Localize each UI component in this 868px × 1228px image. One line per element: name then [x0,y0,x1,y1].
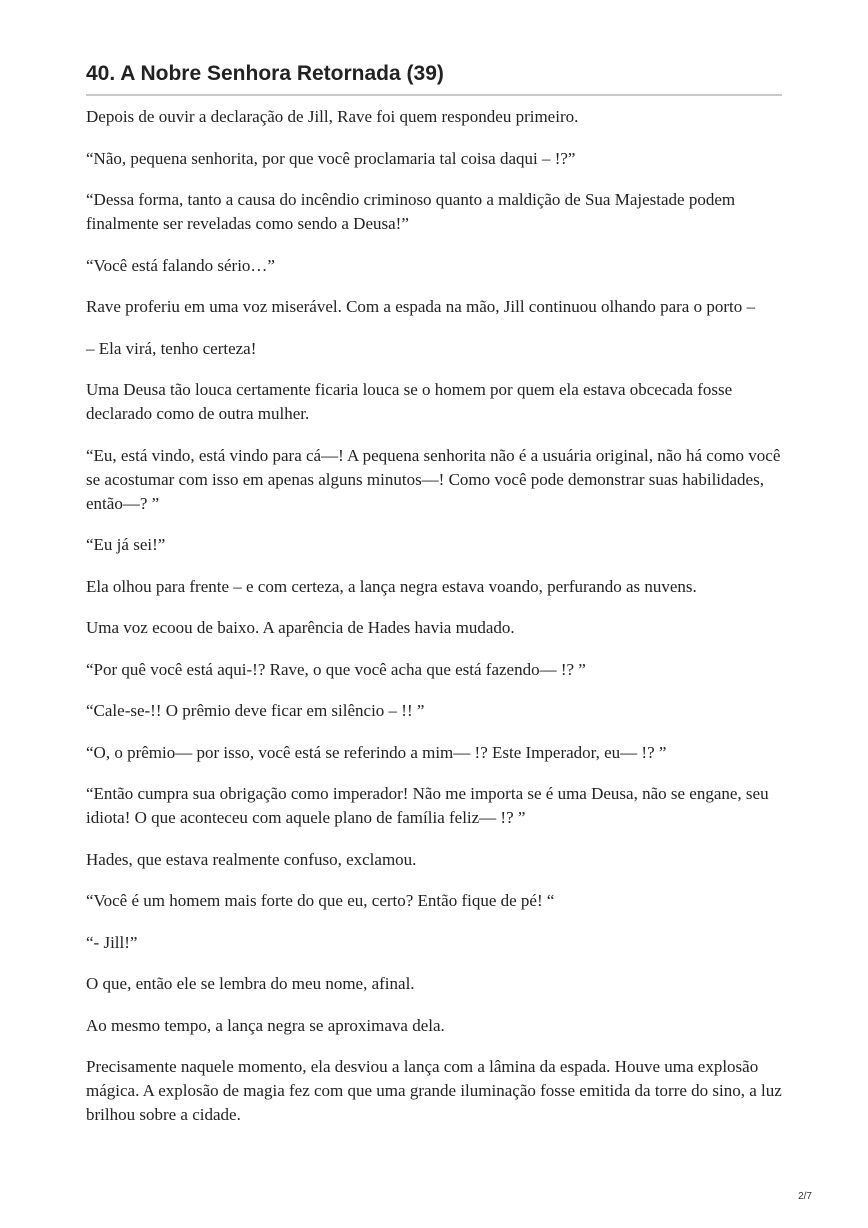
paragraph: Uma Deusa tão louca certamente ficaria louca se o homem por quem ela estava obcecada fosse declarado como de outra mulher. [86,380,733,423]
paragraph: Depois de ouvir a declaração de Jill, Rave foi quem respondeu primeiro. [86,107,579,126]
paragraph: Hades, que estava realmente confuso, exclamou. [86,849,417,869]
paragraph: “Dessa forma, tanto a causa do incêndio criminoso quanto a maldição de Sua Majestade podem finalmente ser reveladas como sendo a Deusa!” [86,190,736,233]
document-page [86,60,782,1145]
paragraph: “Você está falando sério…” [86,255,275,275]
paragraph: “- Jill!” [86,932,138,952]
paragraph: “Não, pequena senhorita, por que você proclamaria tal coisa daqui – !?” [86,148,576,168]
paragraph: “Por quê você está aqui-!? Rave, o que você acha que está fazendo— !? ” [86,659,586,679]
chapter-title: 40. A Nobre Senhora Retornada (39) [86,60,782,96]
paragraph: “Então cumpra sua obrigação como imperador! Não me importa se é uma Deusa, não se engane, seu idiota! O que aconteceu com aquele plano de família feliz— !? ” [86,784,769,827]
paragraph: “Eu já sei!” [86,535,166,554]
paragraph: – Ela virá, tenho certeza! [86,338,257,358]
paragraph: “O, o prêmio— por isso, você está se referindo a mim— !? Este Imperador, eu— !? ” [86,742,667,762]
paragraph: “Cale-se-!! O prêmio deve ficar em silêncio – !! ” [86,701,425,720]
paragraph: O que, então ele se lembra do meu nome, afinal. [86,974,415,993]
paragraph: Rave proferiu em uma voz miserável. Com a espada na mão, Jill continuou olhando para o porto – [86,297,755,316]
paragraph: “Eu, está vindo, está vindo para cá—! A pequena senhorita não é a usuária original, não há como você se acostumar com isso em apenas alguns minutos—! Como você pode demonstrar suas habilidades, então—? ” [86,445,781,513]
page-number: 2/7 [798,1191,812,1202]
paragraph: Ela olhou para frente – e com certeza, a lança negra estava voando, perfurando as nuvens. [86,576,697,596]
paragraph: Uma voz ecoou de baixo. A aparência de Hades havia mudado. [86,618,515,637]
paragraph: “Você é um homem mais forte do que eu, certo? Então fique de pé! “ [86,891,555,910]
paragraph: Precisamente naquele momento, ela desviou a lança com a lâmina da espada. Houve uma explosão mágica. A explosão de magia fez com que uma grande iluminação fosse emitida da torre do sino, a luz brilhou sobre a cidade. [86,1057,782,1124]
chapter-body [86,105,782,1127]
paragraph: Ao mesmo tempo, a lança negra se aproximava dela. [86,1015,445,1035]
